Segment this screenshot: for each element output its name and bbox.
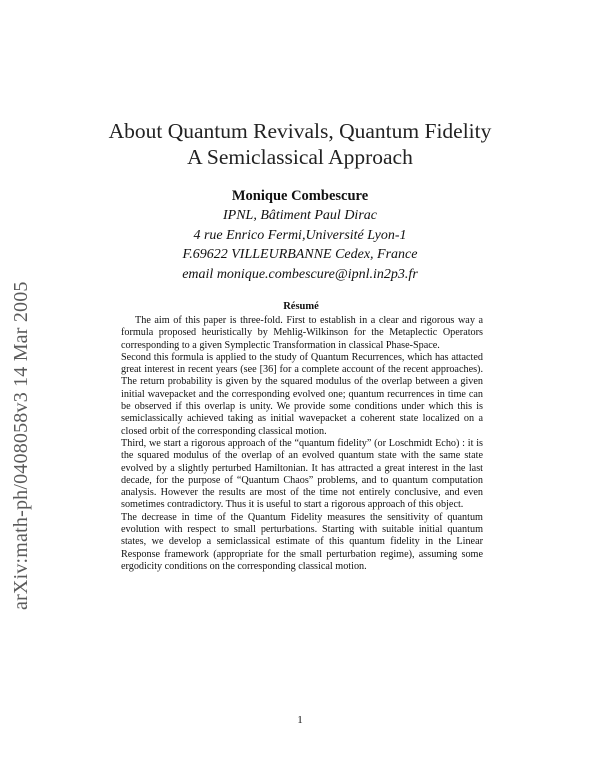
- author-email: email monique.combescure@ipnl.in2p3.fr: [182, 266, 418, 282]
- abstract-paragraph: The aim of this paper is three-fold. First to establish in a clear and rigorous way a formula proposed heuristically by Mehlig-Wilkinson for the Metaplectic Operators corresponding to a given Symplectic Transformation in classical Phase-Space.: [121, 315, 483, 351]
- abstract-body: [121, 315, 483, 573]
- abstract-paragraph: Third, we start a rigorous approach of the “quantum fidelity” (or Loschmidt Echo) : it is the squared modulus of the overlap of an evolved quantum state with the same state evolved by a slightly perturbed Hamiltonian. It has attracted a great interest in the last decade, for the purpose of “Quantum Chaos” problems, and to quantum computation analysis. However the results are most of the time not entirely conclusive, and even sometimes contradictory. Thus it is useful to start a rigorous approach of this object.: [121, 437, 483, 511]
- title-line-1: About Quantum Revivals, Quantum Fidelity: [108, 119, 492, 143]
- paper-title: [60, 118, 540, 170]
- affiliation-line: 4 rue Enrico Fermi,Université Lyon-1: [193, 227, 407, 243]
- author-name: Monique Combescure: [231, 188, 369, 204]
- arxiv-identifier: arXiv:math-ph/0408058v3 14 Mar 2005: [10, 281, 32, 610]
- abstract-paragraph: The decrease in time of the Quantum Fidelity measures the sensitivity of quantum evolution with respect to small perturbations. Starting with suitable initial quantum states, we develop a semiclassical estimate of this quantum fidelity in the Linear Response framework (appropriate for the small perturbation regime), assuming some ergodicity conditions on the corresponding classical motion.: [121, 511, 483, 572]
- title-line-2: A Semiclassical Approach: [187, 145, 413, 169]
- page-number: 1: [297, 714, 303, 726]
- abstract-paragraph: Second this formula is applied to the study of Quantum Recurrences, which has attacted great interest in recent years (see [36] for a complete account of the recent approaches). The return probability is given by the squared modulus of the overlap between a given initial wavepacket and the corresponding evolved one; quantum recurrences in time can be observed if this overlap is unity. We provide some conditions under which this is semiclassically achieved taking as initial wavepacket a coherent state localized on a closed orbit of the corresponding classical motion.: [121, 351, 483, 437]
- abstract-heading: Résumé: [283, 301, 319, 312]
- affiliation-line: F.69622 VILLEURBANNE Cedex, France: [182, 247, 418, 262]
- author-affiliation: [60, 206, 540, 284]
- affiliation-line: IPNL, Bâtiment Paul Dirac: [223, 208, 377, 223]
